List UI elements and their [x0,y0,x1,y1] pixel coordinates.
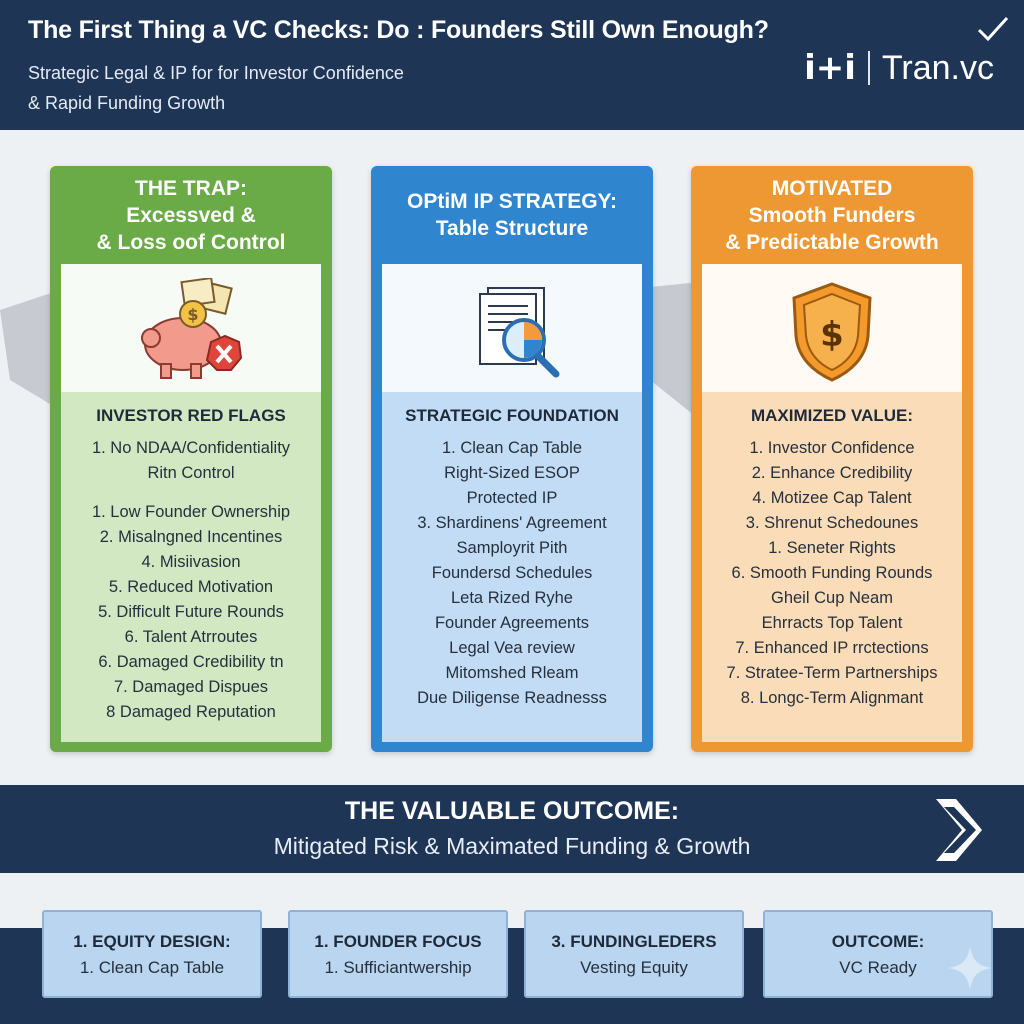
heading-line: THE TRAP: [135,176,247,200]
column-trap-heading [50,166,332,264]
list-item: Samployrit Pith [456,539,568,557]
document-magnifier-icon [452,278,572,388]
shield-dollar-icon [772,278,892,388]
list-title: MAXIMIZED VALUE: [750,406,914,425]
outcome-title: THE VALUABLE OUTCOME: [344,797,680,825]
sparkle-icon [946,944,994,992]
svg-text:$: $ [187,305,199,324]
list-item: 8. Longc-Term Alignmant [740,689,924,707]
check-icon [976,14,1010,44]
card-subtitle: 1. Clean Cap Table [79,958,225,977]
piggy-bank-warning-icon [131,278,251,388]
heading-line: OPtiM IP STRATEGY: [406,190,617,213]
heading-line: & Loss oof Control [96,230,286,254]
list-item: Ritn Control [147,464,235,482]
outcome-banner [0,785,1024,873]
heading-line: MOTIVATED [771,176,893,200]
heading-line: Table Structure [435,217,589,240]
list-item: 7. Stratee-Term Partnerships [726,664,938,682]
maximized-value-list [702,436,962,711]
svg-text:$: $ [820,315,844,355]
header-banner [0,0,1024,130]
strategic-foundation-list [382,436,642,711]
list-item: Leta Rized Ryhe [451,589,573,607]
list-item: 7. Damaged Dispues [113,678,269,696]
list-item: 1. Seneter Rights [768,539,896,557]
list-item: 7. Enhanced IP rrctections [735,639,929,657]
column-trap [50,166,332,752]
heading-line: & Predictable Growth [725,230,939,254]
brand-name: Tran.vc [881,48,994,87]
list-item: 5. Difficult Future Rounds [98,603,284,621]
list-item: 8 Damaged Reputation [106,703,276,721]
list-item: 1. No NDAA/Confidentiality [91,439,291,457]
list-title: STRATEGIC FOUNDATION [405,406,619,425]
heading-line: Smooth Funders [748,203,916,227]
card-title: OUTCOME: [831,932,925,951]
footer-card-founder-focus [288,910,508,998]
list-item: Legal Vea review [449,639,575,657]
chevron-right-icon [926,795,986,865]
list-item: Right-Sized ESOP [444,464,580,482]
heading-line: Excessved & [126,203,256,227]
footer-card-equity-design [42,910,262,998]
list-item: 3. Shardinens' Agreement [417,514,607,532]
list-title: INVESTOR RED FLAGS [96,406,286,425]
list-item: 1. Clean Cap Table [441,439,583,457]
list-item: 1. Investor Confidence [749,439,915,457]
list-item: Due Diligense Readnesss [417,689,607,707]
column-strategy [371,166,653,752]
page-title: The First Thing a VC Checks: Do : Founders Still Own Enough? [28,16,769,44]
list-item: 2. Enhance Credibility [751,464,913,482]
list-item: 3. Shrenut Schedounes [745,514,919,532]
list-item: Foundersd Schedules [431,564,593,582]
column-trap-panel [61,264,321,742]
list-item: 5. Reduced Motivation [108,578,274,596]
card-subtitle: 1. Sufficiantwership [324,958,472,977]
list-item: Protected IP [466,489,558,507]
list-item [61,486,321,500]
column-motivated [691,166,973,752]
red-flags-list [61,436,321,725]
card-title: 1. FOUNDER FOCUS [314,932,482,951]
list-item: 6. Smooth Funding Rounds [731,564,933,582]
card-subtitle: Vesting Equity [580,958,688,977]
icon-area [61,264,321,392]
list-item: Mitomshed Rleam [445,664,579,682]
card-title: 1. EQUITY DESIGN: [73,932,231,951]
column-strategy-panel [382,264,642,742]
list-item: 2. Misalngned Incentines [99,528,283,546]
footer-card-funding-leaders [524,910,744,998]
brand-mark: i+i [804,48,856,88]
column-strategy-heading [371,166,653,264]
list-item: 6. Damaged Credibility tn [98,653,284,671]
subtitle-line-2: & Rapid Funding Growth [28,93,226,113]
list-item: 4. Misiivasion [141,553,241,571]
list-item: 1. Low Founder Ownership [91,503,291,521]
brand-logo [804,48,994,88]
card-title: 3. FUNDINGLEDERS [551,932,717,951]
list-item: 4. Motizee Cap Talent [752,489,912,507]
column-motivated-panel [702,264,962,742]
column-motivated-heading [691,166,973,264]
page-subtitle [28,58,498,118]
list-item: Founder Agreements [434,614,590,632]
icon-area [702,264,962,392]
outcome-subtitle: Mitigated Risk & Maximated Funding & Growth [273,833,751,859]
list-item: Ehrracts Top Talent [761,614,903,632]
subtitle-line-1: Strategic Legal & IP for for Investor Confidence [28,63,404,83]
list-item: 6. Talent Atrroutes [124,628,258,646]
list-item: Gheil Cup Neam [771,589,893,607]
card-subtitle: VC Ready [839,958,917,977]
icon-area [382,264,642,392]
brand-divider [868,51,870,85]
